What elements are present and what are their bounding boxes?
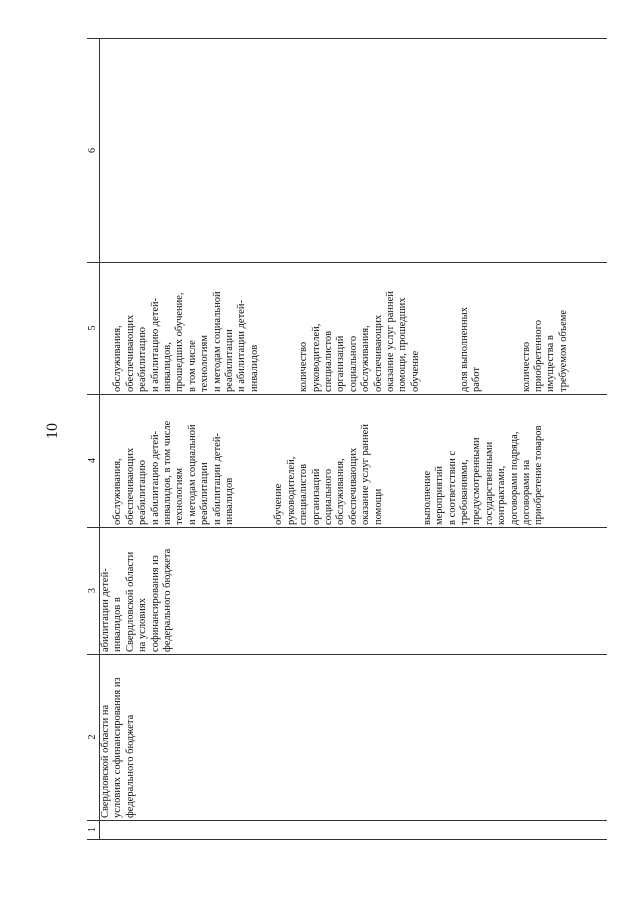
column-header-2: 2 [87, 654, 100, 820]
page-number: 10 [44, 423, 61, 439]
column-header-5: 5 [87, 262, 100, 394]
cell-col3: абилитации детей- инвалидов в Свердловской области на условиях софинансирования из федерального бюджета [100, 548, 174, 652]
table-column-1 [87, 820, 607, 840]
rotated-table [87, 40, 607, 840]
column-header-1: 1 [87, 820, 100, 839]
table-column-6 [87, 38, 607, 263]
col5-paragraph-2: количество руководителей, специалистов организаций социального обслуживания, обеспечивающих оказание услуг ранней помощи, прошедших обучение [298, 291, 421, 392]
table-column-2 [87, 654, 607, 821]
table-column-4 [87, 394, 607, 528]
column-header-6: 6 [87, 39, 100, 262]
table-column-5 [87, 262, 607, 395]
col4-paragraph-3: выполнение мероприятий в соответствии с требованиями, предусмотренными государственными контрактами, договорами подряда, договорами на приобретение товаров [421, 425, 545, 525]
col5-paragraph-1: обслуживания, обеспечивающих реабилитацию и абилитацию детей- инвалидов, прошедших обучение, в том числе технологиям и методам социальной реабилитации и абилитации детей- инвалидов [112, 291, 260, 392]
cell-col5 [100, 264, 583, 392]
table-column-3 [87, 527, 607, 655]
cell-col4 [100, 396, 558, 525]
cell-col2: Свердловской области на условиях софинансирования из федерального бюджета [100, 677, 136, 818]
col4-paragraph-1: обслуживания, обеспечивающих реабилитацию и абилитацию детей- инвалидов, в том числе технологиям и методам социальной реабилитации и абилитации детей- инвалидов [112, 420, 236, 525]
col5-paragraph-3: доля выполненных работ [458, 307, 483, 392]
column-header-3: 3 [87, 527, 100, 654]
col4-paragraph-2: обучение руководителей, специалистов организаций социального обслуживания, обеспечивающих оказание услуг ранней помощи [273, 424, 384, 525]
column-header-4: 4 [87, 394, 100, 527]
col5-paragraph-4: количество приобретенного имущества в требуемом объеме [520, 309, 569, 392]
